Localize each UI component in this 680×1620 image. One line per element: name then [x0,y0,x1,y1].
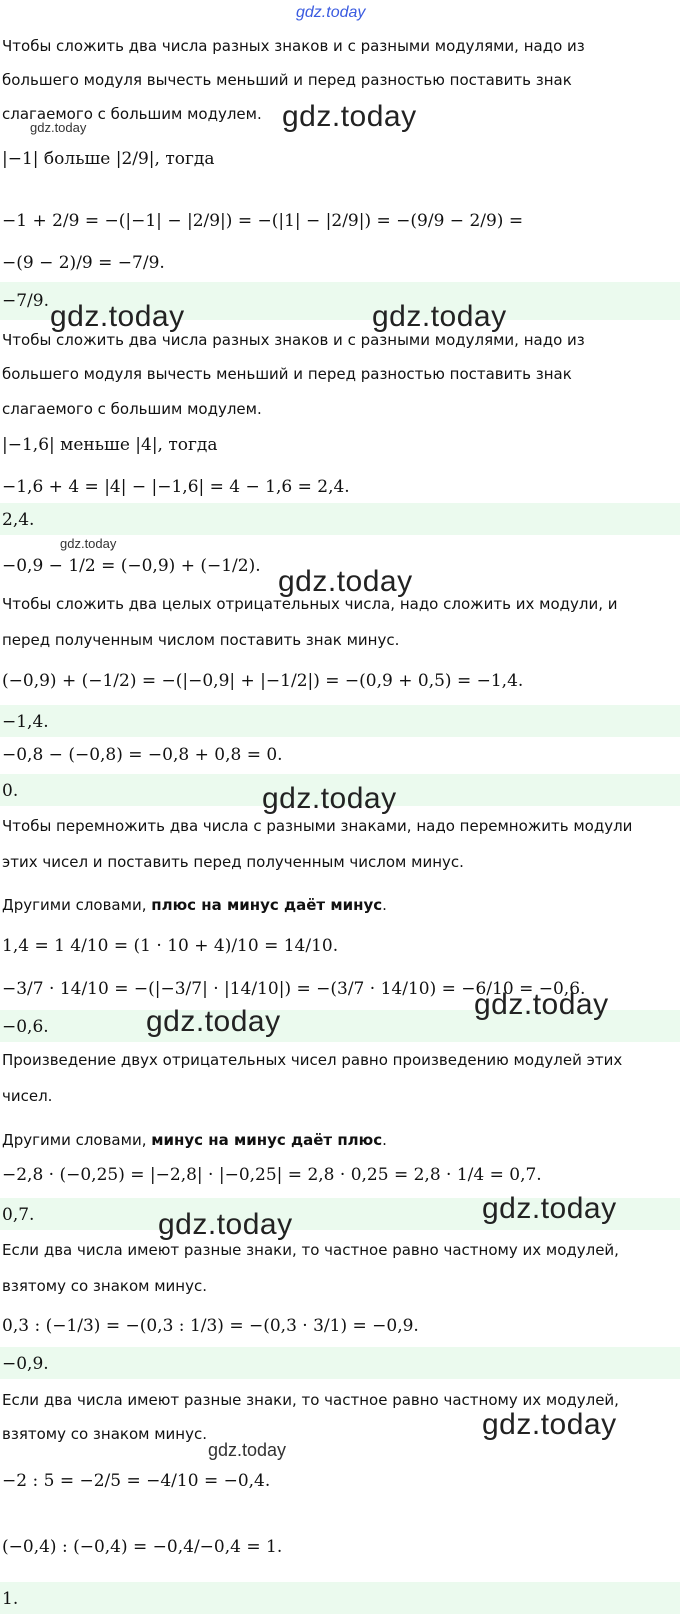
site-watermark: gdz.today [158,1208,293,1241]
answer-band [0,1347,680,1379]
answer: 0,7. [2,1205,35,1225]
site-watermark: gdz.today [474,988,609,1021]
equation: −2,8 · (−0,25) = |−2,8| · |−0,25| = 2,8 · 0,25 = 2,8 · 1/4 = 0,7. [2,1165,542,1185]
site-watermark: gdz.today [50,300,185,333]
rule-text-bold [2,895,387,915]
rule-text: этих чисел и поставить перед полученным числом минус. [2,853,464,871]
rule-text: слагаемого с большим модулем. [2,105,262,123]
answer: 1. [2,1589,19,1609]
rule-emphasis: минус на минус даёт плюс [151,1131,383,1149]
equation: (−0,9) + (−1/2) = −(|−0,9| + |−1/2|) = −(0,9 + 0,5) = −1,4. [2,671,524,691]
site-watermark: gdz.today [372,300,507,333]
equation: −2 : 5 = −2/5 = −4/10 = −0,4. [2,1471,271,1491]
comparison-line: |−1| больше |2/9|, тогда [2,149,215,169]
site-watermark: gdz.today [482,1192,617,1225]
answer-band [0,503,680,535]
rule-text-bold [2,1130,387,1150]
answer-band [0,705,680,737]
equation: (−0,4) : (−0,4) = −0,4/−0,4 = 1. [2,1537,283,1557]
rule-text: перед полученным числом поставить знак минус. [2,631,400,649]
equation: −3/7 · 14/10 = −(|−3/7| · |14/10|) = −(3/7 · 14/10) = −6/10 = −0,6. [2,979,586,999]
answer: −1,4. [2,712,49,732]
rule-text: Чтобы сложить два числа разных знаков и с разными модулями, надо из [2,331,585,349]
rule-text: Произведение двух отрицательных чисел равно произведению модулей этих [2,1051,623,1069]
other-words-prefix: Другими словами, [2,1131,152,1149]
answer-band [0,1582,680,1614]
rule-text: большего модуля вычесть меньший и перед разностью поставить знак [2,71,572,89]
answer: −0,6. [2,1017,49,1037]
rule-text: Чтобы перемножить два числа с разными знаками, надо перемножить модули [2,817,633,835]
answer: −0,9. [2,1354,49,1374]
equation: −0,8 − (−0,8) = −0,8 + 0,8 = 0. [2,745,283,765]
equation: −1 + 2/9 = −(|−1| − |2/9|) = −(|1| − |2/9|) = −(9/9 − 2/9) = [2,211,524,231]
period: . [382,1131,387,1149]
site-watermark-small: gdz.today [30,120,87,135]
site-watermark: gdz.today [278,565,413,598]
rule-text: Если два числа имеют разные знаки, то частное равно частному их модулей, [2,1391,619,1409]
equation: 1,4 = 1 4/10 = (1 · 10 + 4)/10 = 14/10. [2,936,339,956]
rule-text: Если два числа имеют разные знаки, то частное равно частному их модулей, [2,1241,619,1259]
task-expression: −0,9 − 1/2 = (−0,9) + (−1/2). [2,556,261,576]
site-watermark-small: gdz.today [208,1440,287,1460]
answer: 0. [2,781,19,801]
rule-text: взятому со знаком минус. [2,1425,207,1443]
comparison-line: |−1,6| меньше |4|, тогда [2,435,218,455]
site-watermark-top: gdz.today [296,4,366,21]
other-words-prefix: Другими словами, [2,896,152,914]
answer: 2,4. [2,510,35,530]
site-watermark: gdz.today [482,1408,617,1441]
rule-emphasis: плюс на минус даёт минус [151,896,383,914]
equation: −(9 − 2)/9 = −7/9. [2,253,165,273]
rule-text: большего модуля вычесть меньший и перед разностью поставить знак [2,365,572,383]
site-watermark: gdz.today [146,1005,281,1038]
equation: −1,6 + 4 = |4| − |−1,6| = 4 − 1,6 = 2,4. [2,477,350,497]
rule-text: слагаемого с большим модулем. [2,400,262,418]
answer: −7/9. [2,291,50,311]
equation: 0,3 : (−1/3) = −(0,3 : 1/3) = −(0,3 · 3/1) = −0,9. [2,1316,419,1336]
site-watermark: gdz.today [282,100,417,133]
rule-text: чисел. [2,1087,53,1105]
site-watermark: gdz.today [262,782,397,815]
period: . [382,896,387,914]
rule-text: Чтобы сложить два целых отрицательных числа, надо сложить их модули, и [2,595,618,613]
rule-text: Чтобы сложить два числа разных знаков и с разными модулями, надо из [2,37,585,55]
site-watermark-small: gdz.today [60,536,117,551]
rule-text: взятому со знаком минус. [2,1277,207,1295]
